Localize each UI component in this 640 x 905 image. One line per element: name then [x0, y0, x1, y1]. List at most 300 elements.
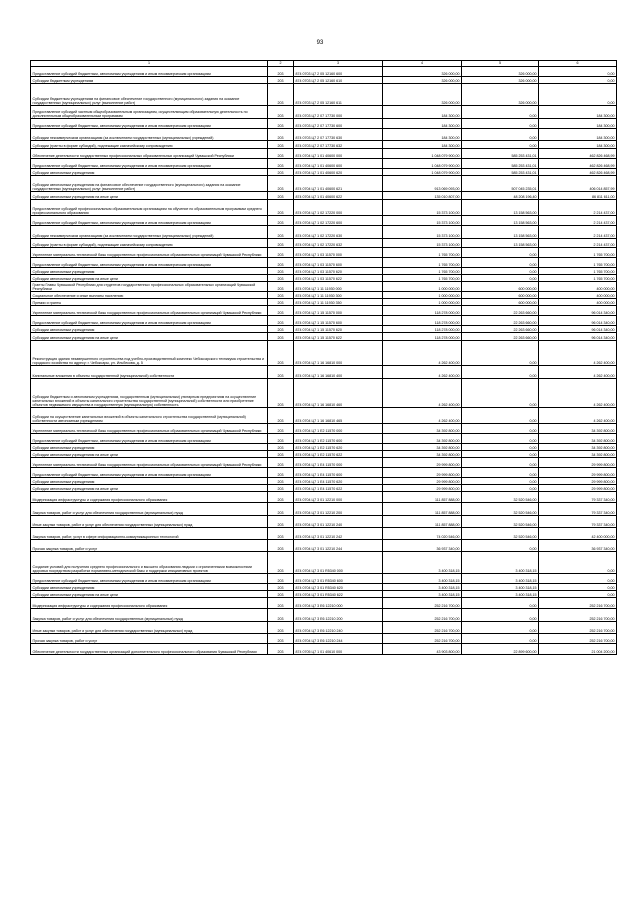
row-amount-approved-cell: 1 765 700,00: [383, 248, 462, 258]
row-amount-approved-cell: 3 400 318,15: [383, 584, 462, 591]
row-gr-cell: 203: [268, 106, 294, 119]
row-amount-executed-cell: 22 263 660,00: [462, 316, 539, 326]
table-row: [31, 84, 617, 106]
row-gr-cell: 203: [268, 424, 294, 434]
row-amount-remaining-cell: 1 765 700,00: [539, 275, 617, 282]
row-name-cell: Предоставление субсидий профессиональным образовательным организациям на обучение по образовательным программам среднего профессионального образования: [31, 200, 268, 216]
row-amount-executed-cell: 3 400 318,15: [462, 584, 539, 591]
row-gr-cell: 203: [268, 574, 294, 584]
row-name-cell: Модернизация инфраструктуры и содержания профессионального образования: [31, 492, 268, 503]
row-amount-remaining-cell: 184 300,00: [539, 129, 617, 141]
table-row: [31, 258, 617, 268]
row-code-cell: 874 0704 Ц7 1 02 17220 000: [294, 200, 383, 216]
row-name-cell: Создание условий для получения среднего профессионального и высшего образования людьми с ограниченными возможностями здоровья посредством разработки нормативно-методической базы и поддержки инициативных проектов: [31, 552, 268, 574]
table-row: [31, 248, 617, 258]
row-amount-approved-cell: 326 000,00: [383, 67, 462, 77]
row-amount-executed-cell: 13 158 563,00: [462, 239, 539, 248]
row-code-cell: 874 0704 Ц7 1 01 40600 621: [294, 176, 383, 192]
column-header: 4: [383, 61, 462, 67]
row-amount-remaining-cell: 0,00: [539, 584, 617, 591]
row-amount-executed-cell: 0,00: [462, 379, 539, 408]
row-amount-executed-cell: 0,00: [462, 275, 539, 282]
row-name-cell: Субсидии автономным учреждениям: [31, 169, 268, 176]
row-amount-remaining-cell: 36 937 340,00: [539, 540, 617, 552]
row-amount-executed-cell: 32 520 546,00: [462, 492, 539, 503]
row-amount-remaining-cell: 252 216 700,00: [539, 609, 617, 622]
row-name-cell: Субсидии бюджетным учреждениям: [31, 77, 268, 84]
row-amount-executed-cell: 22 263 660,00: [462, 333, 539, 341]
table-row: [31, 584, 617, 591]
table-row: [31, 129, 617, 141]
row-name-cell: Субсидии автономным учреждениям на иные цели: [31, 451, 268, 458]
row-gr-cell: 203: [268, 478, 294, 485]
row-name-cell: Прочая закупка товаров, работ и услуг: [31, 634, 268, 644]
row-amount-approved-cell: 1 048 079 900,00: [383, 159, 462, 169]
table-row: [31, 282, 617, 292]
row-amount-executed-cell: 0,00: [462, 268, 539, 275]
table-row: [31, 106, 617, 119]
row-amount-executed-cell: 3 400 318,15: [462, 552, 539, 574]
row-amount-executed-cell: 22 899 600,00: [462, 644, 539, 655]
table-row: [31, 609, 617, 622]
row-gr-cell: 203: [268, 333, 294, 341]
row-name-cell: Предоставление субсидий бюджетным, автономным учреждениям и иным некоммерческим организациям: [31, 468, 268, 478]
row-code-cell: 874 0704 Ц7 1 03 11570 600: [294, 258, 383, 268]
row-name-cell: Прочая закупка товаров, работ и услуг: [31, 540, 268, 552]
row-amount-remaining-cell: 0,00: [539, 84, 617, 106]
row-amount-executed-cell: 32 520 546,00: [462, 516, 539, 528]
row-code-cell: 874 0704 Ц7 1 E2 11570 600: [294, 434, 383, 444]
row-amount-remaining-cell: 0,00: [539, 591, 617, 598]
row-amount-approved-cell: 1 048 079 900,00: [383, 169, 462, 176]
row-gr-cell: 203: [268, 239, 294, 248]
row-amount-approved-cell: 15 373 100,00: [383, 239, 462, 248]
row-code-cell: 874 0704 Ц7 1 02 17220 632: [294, 239, 383, 248]
row-code-cell: 874 0704 Ц7 1 15 11570 622: [294, 333, 383, 341]
row-code-cell: 874 0704 Ц7 1 16 16810 465: [294, 408, 383, 424]
row-gr-cell: 203: [268, 609, 294, 622]
row-amount-executed-cell: 0,00: [462, 598, 539, 609]
table-row: [31, 552, 617, 574]
row-amount-executed-cell: 3 400 318,15: [462, 591, 539, 598]
column-header: 3: [294, 61, 383, 67]
row-amount-approved-cell: 252 216 700,00: [383, 609, 462, 622]
row-name-cell: Предоставление субсидий бюджетным, автономным учреждениям и иным некоммерческим организациям: [31, 159, 268, 169]
row-gr-cell: 203: [268, 408, 294, 424]
row-gr-cell: 203: [268, 258, 294, 268]
row-amount-approved-cell: 34 392 800,00: [383, 424, 462, 434]
row-amount-remaining-cell: 462 826 468,99: [539, 159, 617, 169]
row-amount-executed-cell: 0,00: [462, 119, 539, 129]
row-amount-executed-cell: 0,00: [462, 248, 539, 258]
row-amount-approved-cell: 1 765 700,00: [383, 268, 462, 275]
table-row: [31, 458, 617, 468]
row-code-cell: 874 0704 Ц7 1 02 17220 600: [294, 216, 383, 226]
row-amount-remaining-cell: 79 337 340,00: [539, 503, 617, 516]
row-amount-remaining-cell: 2 214 437,00: [539, 226, 617, 239]
row-amount-approved-cell: 252 216 700,00: [383, 634, 462, 644]
row-gr-cell: 203: [268, 591, 294, 598]
row-code-cell: 874 0704 Ц7 3 01 12210 244: [294, 540, 383, 552]
row-name-cell: Субсидии автономным учреждениям на иные цели: [31, 275, 268, 282]
row-code-cell: 874 0704 Ц7 3 01 R5340 000: [294, 552, 383, 574]
column-header: 1: [31, 61, 268, 67]
row-name-cell: Иные закупки товаров, работ и услуг для обеспечения государственных (муниципальных) нужд: [31, 516, 268, 528]
row-name-cell: Предоставление субсидий бюджетным, автономным учреждениям и иным некоммерческим организациям: [31, 316, 268, 326]
row-amount-remaining-cell: 184 300,00: [539, 141, 617, 149]
row-code-cell: 874 0704 Ц7 1 E2 11570 622: [294, 451, 383, 458]
row-amount-remaining-cell: 0,00: [539, 67, 617, 77]
row-name-cell: Капитальные вложения в объекты государственной (муниципальной) собственности: [31, 366, 268, 379]
row-amount-approved-cell: 3 400 318,15: [383, 591, 462, 598]
row-name-cell: Субсидии автономным учреждениям на иные цели: [31, 591, 268, 598]
row-amount-executed-cell: 0,00: [462, 341, 539, 366]
table-row: [31, 634, 617, 644]
row-code-cell: 874 0704 Ц7 3 01 12210 200: [294, 503, 383, 516]
table-row: [31, 216, 617, 226]
row-gr-cell: 203: [268, 216, 294, 226]
row-amount-remaining-cell: 2 214 437,00: [539, 216, 617, 226]
table-row: [31, 574, 617, 584]
row-code-cell: 874 0704 Ц7 1 01 40600 620: [294, 169, 383, 176]
row-code-cell: 874 0704 Ц7 1 16 16810 400: [294, 366, 383, 379]
row-name-cell: Субсидии бюджетным и автономным учреждениям, государственным (муниципальным) унитарным предприятиям на осуществление капитальных вложений в объекты капитального строительства государственной (муниципальной) собственности или приобретение объектов недвижимого имущества в государственную (муниципальную) собственность: [31, 379, 268, 408]
row-name-cell: Реконструкция здания незавершенного строительства под учебно-производственный комплекс Чебоксарского техникума строительства и городского хозяйства по адресу: г. Чебоксары, ул. Ильбекова, д. 5: [31, 341, 268, 366]
row-amount-executed-cell: 507 045 235,01: [462, 176, 539, 192]
row-name-cell: Укрепление материально-технической базы государственных профессиональных образовательных организаций Чувашской Республики: [31, 424, 268, 434]
row-gr-cell: 203: [268, 275, 294, 282]
row-amount-approved-cell: 4 262 400,00: [383, 379, 462, 408]
table-row: [31, 434, 617, 444]
row-code-cell: 874 0704 Ц7 1 03 11570 620: [294, 268, 383, 275]
row-gr-cell: 203: [268, 503, 294, 516]
table-row: [31, 516, 617, 528]
row-code-cell: 874 0704 Ц7 1 E4 11570 620: [294, 478, 383, 485]
table-row: [31, 159, 617, 169]
row-gr-cell: 203: [268, 644, 294, 655]
page-number: 93: [316, 40, 324, 46]
row-gr-cell: 203: [268, 622, 294, 634]
table-row: [31, 239, 617, 248]
row-gr-cell: 203: [268, 485, 294, 492]
row-name-cell: Субсидии на осуществление капитальных вложений в объекты капитального строительства государственной (муниципальной) собственности автономным учреждениям: [31, 408, 268, 424]
row-amount-approved-cell: 118 278 000,00: [383, 326, 462, 333]
row-code-cell: 874 0704 Ц7 1 E2 11570 000: [294, 424, 383, 434]
row-amount-remaining-cell: 4 262 400,00: [539, 379, 617, 408]
row-amount-executed-cell: 0,00: [462, 540, 539, 552]
row-amount-executed-cell: 585 253 431,01: [462, 169, 539, 176]
row-amount-executed-cell: 0,00: [462, 106, 539, 119]
row-amount-approved-cell: 34 392 800,00: [383, 451, 462, 458]
row-amount-remaining-cell: 1 765 700,00: [539, 248, 617, 258]
table-row: [31, 192, 617, 200]
row-amount-approved-cell: 29 999 800,00: [383, 458, 462, 468]
row-amount-executed-cell: 0,00: [462, 408, 539, 424]
row-amount-approved-cell: 43 903 800,00: [383, 644, 462, 655]
row-amount-remaining-cell: 86 811 611,00: [539, 192, 617, 200]
row-code-cell: 874 0704 Ц7 1 E2 11570 620: [294, 444, 383, 451]
table-row: [31, 326, 617, 333]
row-amount-approved-cell: 184 300,00: [383, 129, 462, 141]
row-amount-approved-cell: 3 400 318,15: [383, 552, 462, 574]
row-amount-remaining-cell: 400 000,00: [539, 292, 617, 299]
row-amount-remaining-cell: 400 000,00: [539, 299, 617, 306]
row-name-cell: Субсидии автономным учреждениям: [31, 444, 268, 451]
row-amount-executed-cell: 0,00: [462, 129, 539, 141]
row-gr-cell: 203: [268, 316, 294, 326]
column-header: 5: [462, 61, 539, 67]
row-amount-approved-cell: 184 300,00: [383, 106, 462, 119]
table-row: [31, 598, 617, 609]
row-amount-executed-cell: 13 158 563,00: [462, 226, 539, 239]
row-gr-cell: 203: [268, 528, 294, 540]
row-code-cell: 874 0704 Ц7 1 16 16810 460: [294, 379, 383, 408]
row-amount-approved-cell: 118 278 000,00: [383, 306, 462, 316]
row-amount-executed-cell: 13 158 563,00: [462, 200, 539, 216]
row-code-cell: 874 0703 Ц7 2 07 17730 632: [294, 141, 383, 149]
table-row: [31, 622, 617, 634]
row-amount-remaining-cell: 252 216 700,00: [539, 598, 617, 609]
table-row: [31, 306, 617, 316]
row-amount-remaining-cell: 462 826 468,99: [539, 169, 617, 176]
row-amount-approved-cell: 111 857 888,00: [383, 516, 462, 528]
row-code-cell: 874 0704 Ц7 1 E4 11570 622: [294, 485, 383, 492]
row-name-cell: Субсидии (гранты в форме субсидий), подлежащие казначейскому сопровождению: [31, 239, 268, 248]
row-amount-approved-cell: 4 262 400,00: [383, 341, 462, 366]
row-amount-remaining-cell: 21 004 200,00: [539, 644, 617, 655]
row-amount-remaining-cell: 96 014 340,00: [539, 316, 617, 326]
row-name-cell: Предоставление субсидий бюджетным, автономным учреждениям и иным некоммерческим организациям: [31, 434, 268, 444]
row-amount-approved-cell: 4 262 400,00: [383, 366, 462, 379]
row-amount-approved-cell: 111 857 888,00: [383, 503, 462, 516]
row-code-cell: 874 0703 Ц7 2 05 12160 600: [294, 67, 383, 77]
row-amount-remaining-cell: 0,00: [539, 574, 617, 584]
row-code-cell: 874 0704 Ц7 1 01 40600 622: [294, 192, 383, 200]
row-amount-executed-cell: 0,00: [462, 609, 539, 622]
row-amount-approved-cell: 29 999 800,00: [383, 485, 462, 492]
row-amount-remaining-cell: 1 765 700,00: [539, 258, 617, 268]
table-row: [31, 644, 617, 655]
row-code-cell: 874 0704 Ц7 1 11 11930 000: [294, 282, 383, 292]
row-code-cell: 874 0704 Ц7 3 01 R5340 600: [294, 574, 383, 584]
row-code-cell: 874 0704 Ц7 3 01 R5340 622: [294, 591, 383, 598]
row-name-cell: Укрепление материально-технической базы государственных профессиональных образовательных организаций Чувашской Республики: [31, 248, 268, 258]
row-gr-cell: 203: [268, 306, 294, 316]
row-gr-cell: 203: [268, 634, 294, 644]
row-name-cell: Предоставление субсидий частным общеобразовательным организациям, осуществляющим образовательную деятельность по дополнительным общеобразовательным программам: [31, 106, 268, 119]
row-name-cell: Предоставление субсидий бюджетным, автономным учреждениям и иным некоммерческим организациям: [31, 574, 268, 584]
row-code-cell: 874 0704 Ц7 1 E4 11570 600: [294, 468, 383, 478]
row-code-cell: 874 0704 Ц7 1 15 11570 620: [294, 326, 383, 333]
row-amount-remaining-cell: 252 216 700,00: [539, 622, 617, 634]
table-row: [31, 528, 617, 540]
row-amount-executed-cell: 13 158 563,00: [462, 216, 539, 226]
row-code-cell: 874 0704 Ц7 3 E6 12210 200: [294, 609, 383, 622]
budget-table: [30, 60, 617, 655]
row-code-cell: 874 0704 Ц7 3 E6 12210 000: [294, 598, 383, 609]
row-gr-cell: 203: [268, 141, 294, 149]
row-gr-cell: 203: [268, 434, 294, 444]
row-name-cell: Укрепление материально-технической базы государственных профессиональных образовательных организаций Чувашской Республики: [31, 458, 268, 468]
row-code-cell: 874 0704 Ц7 3 01 12210 240: [294, 516, 383, 528]
row-gr-cell: 203: [268, 552, 294, 574]
row-gr-cell: 203: [268, 129, 294, 141]
table-row: [31, 379, 617, 408]
row-code-cell: 874 0704 Ц7 1 E4 11570 000: [294, 458, 383, 468]
row-code-cell: 874 0704 Ц7 3 01 R5340 620: [294, 584, 383, 591]
row-amount-remaining-cell: 34 392 800,00: [539, 444, 617, 451]
row-amount-executed-cell: 0,00: [462, 458, 539, 468]
row-amount-remaining-cell: 29 999 800,00: [539, 468, 617, 478]
row-gr-cell: 203: [268, 268, 294, 275]
row-name-cell: Укрепление материально-технической базы государственных профессиональных образовательных организаций Чувашской Республики: [31, 306, 268, 316]
row-amount-approved-cell: 74 020 546,00: [383, 528, 462, 540]
table-row: [31, 299, 617, 306]
table-row: [31, 226, 617, 239]
row-amount-remaining-cell: 4 262 400,00: [539, 341, 617, 366]
row-gr-cell: 203: [268, 119, 294, 129]
table-row: [31, 275, 617, 282]
row-gr-cell: 203: [268, 492, 294, 503]
row-name-cell: Предоставление субсидий бюджетным, автономным учреждениям и иным некоммерческим организациям: [31, 67, 268, 77]
row-name-cell: Обеспечение деятельности государственных профессиональных образовательных организаций Чувашской Республики: [31, 149, 268, 159]
row-amount-approved-cell: 29 999 800,00: [383, 478, 462, 485]
row-amount-executed-cell: 326 000,00: [462, 77, 539, 84]
table-row: [31, 141, 617, 149]
row-amount-executed-cell: 0,00: [462, 366, 539, 379]
row-amount-remaining-cell: 34 392 800,00: [539, 424, 617, 434]
row-amount-approved-cell: 184 300,00: [383, 119, 462, 129]
row-amount-approved-cell: 15 373 100,00: [383, 226, 462, 239]
row-code-cell: 874 0703 Ц7 2 07 17730 630: [294, 129, 383, 141]
row-name-cell: Субсидии некоммерческим организациям (за исключением государственных (муниципальных) учреждений): [31, 129, 268, 141]
row-gr-cell: 203: [268, 282, 294, 292]
row-amount-executed-cell: 326 000,00: [462, 67, 539, 77]
table-row: [31, 149, 617, 159]
row-amount-approved-cell: 15 373 100,00: [383, 216, 462, 226]
table-row: [31, 176, 617, 192]
row-amount-executed-cell: 326 000,00: [462, 84, 539, 106]
row-amount-remaining-cell: 34 392 800,00: [539, 434, 617, 444]
row-amount-approved-cell: 1 000 000,00: [383, 299, 462, 306]
row-amount-remaining-cell: 29 999 800,00: [539, 485, 617, 492]
row-amount-approved-cell: 34 392 800,00: [383, 444, 462, 451]
row-amount-approved-cell: 252 216 700,00: [383, 622, 462, 634]
table-row: [31, 408, 617, 424]
row-gr-cell: 203: [268, 192, 294, 200]
row-amount-executed-cell: 585 253 431,01: [462, 159, 539, 169]
row-amount-approved-cell: 1 765 700,00: [383, 258, 462, 268]
row-name-cell: Субсидии бюджетным учреждениям на финансовое обеспечение государственного (муниципального) задания на оказание государственных (муниципальных) услуг (выполнение работ): [31, 84, 268, 106]
row-amount-approved-cell: 29 999 800,00: [383, 468, 462, 478]
row-name-cell: Предоставление субсидий бюджетным, автономным учреждениям и иным некоммерческим организациям: [31, 258, 268, 268]
table-row: [31, 451, 617, 458]
row-name-cell: Предоставление субсидий бюджетным, автономным учреждениям и иным некоммерческим организациям: [31, 119, 268, 129]
row-name-cell: Модернизация инфраструктуры и содержания профессионального образования: [31, 598, 268, 609]
row-amount-remaining-cell: 252 216 700,00: [539, 634, 617, 644]
row-name-cell: Субсидии автономным учреждениям: [31, 478, 268, 485]
row-gr-cell: 203: [268, 169, 294, 176]
row-code-cell: 874 0704 Ц7 3 E6 12210 244: [294, 634, 383, 644]
row-amount-executed-cell: 0,00: [462, 141, 539, 149]
row-code-cell: 874 0704 Ц7 1 11 11930 350: [294, 299, 383, 306]
row-amount-approved-cell: 36 937 340,00: [383, 540, 462, 552]
table-row: [31, 485, 617, 492]
row-code-cell: 874 0704 Ц7 1 01 40600 000: [294, 149, 383, 159]
row-code-cell: 874 0704 Ц7 3 E6 12210 240: [294, 622, 383, 634]
row-amount-approved-cell: 184 300,00: [383, 141, 462, 149]
column-header: 6: [539, 61, 617, 67]
row-amount-remaining-cell: 29 999 800,00: [539, 458, 617, 468]
row-code-cell: 874 0703 Ц7 2 07 17730 600: [294, 119, 383, 129]
row-amount-executed-cell: 3 400 318,15: [462, 574, 539, 584]
row-gr-cell: 203: [268, 77, 294, 84]
row-amount-remaining-cell: 79 337 340,00: [539, 492, 617, 503]
table-row: [31, 333, 617, 341]
row-amount-approved-cell: 118 278 000,00: [383, 333, 462, 341]
table-row: [31, 444, 617, 451]
table-row: [31, 468, 617, 478]
row-amount-approved-cell: 913 069 093,00: [383, 176, 462, 192]
row-amount-approved-cell: 3 400 318,15: [383, 574, 462, 584]
row-name-cell: Предоставление субсидий бюджетным, автономным учреждениям и иным некоммерческим организациям: [31, 216, 268, 226]
row-amount-approved-cell: 1 000 000,00: [383, 292, 462, 299]
row-code-cell: 874 0704 Ц7 3 01 12210 000: [294, 492, 383, 503]
row-gr-cell: 203: [268, 341, 294, 366]
row-name-cell: Социальное обеспечение и иные выплаты населению: [31, 292, 268, 299]
row-amount-executed-cell: 600 000,00: [462, 292, 539, 299]
row-gr-cell: 203: [268, 468, 294, 478]
table-row: [31, 503, 617, 516]
row-amount-approved-cell: 118 278 000,00: [383, 316, 462, 326]
row-gr-cell: 203: [268, 200, 294, 216]
table-body: [31, 67, 617, 655]
row-gr-cell: 203: [268, 159, 294, 169]
row-amount-executed-cell: 22 263 660,00: [462, 326, 539, 333]
row-gr-cell: 203: [268, 451, 294, 458]
row-code-cell: 874 0704 Ц7 1 15 11570 000: [294, 306, 383, 316]
row-amount-remaining-cell: 96 014 340,00: [539, 306, 617, 316]
row-name-cell: Субсидии (гранты в форме субсидий), подлежащие казначейскому сопровождению: [31, 141, 268, 149]
row-gr-cell: 203: [268, 84, 294, 106]
row-amount-executed-cell: 0,00: [462, 444, 539, 451]
row-amount-remaining-cell: 29 999 800,00: [539, 478, 617, 485]
row-gr-cell: 203: [268, 149, 294, 159]
row-name-cell: Субсидии автономным учреждениям: [31, 326, 268, 333]
row-amount-remaining-cell: 2 214 437,00: [539, 239, 617, 248]
row-code-cell: 874 0704 Ц7 1 02 17220 630: [294, 226, 383, 239]
table-row: [31, 341, 617, 366]
row-amount-executed-cell: 0,00: [462, 485, 539, 492]
row-name-cell: Иные закупки товаров, работ и услуг для обеспечения государственных (муниципальных) нужд: [31, 622, 268, 634]
row-amount-approved-cell: 326 000,00: [383, 84, 462, 106]
row-amount-remaining-cell: 4 262 400,00: [539, 366, 617, 379]
row-amount-remaining-cell: 2 214 437,00: [539, 200, 617, 216]
row-amount-remaining-cell: 0,00: [539, 552, 617, 574]
row-gr-cell: 203: [268, 226, 294, 239]
table-row: [31, 67, 617, 77]
row-gr-cell: 203: [268, 379, 294, 408]
row-amount-approved-cell: 1 765 700,00: [383, 275, 462, 282]
row-code-cell: 874 0704 Ц7 1 16 16810 000: [294, 341, 383, 366]
row-name-cell: Субсидии автономным учреждениям: [31, 268, 268, 275]
table-row: [31, 591, 617, 598]
row-amount-executed-cell: 0,00: [462, 434, 539, 444]
row-gr-cell: 203: [268, 292, 294, 299]
row-amount-remaining-cell: 4 262 400,00: [539, 408, 617, 424]
row-amount-executed-cell: 585 253 431,01: [462, 149, 539, 159]
row-name-cell: Субсидии автономным учреждениям на иные цели: [31, 485, 268, 492]
